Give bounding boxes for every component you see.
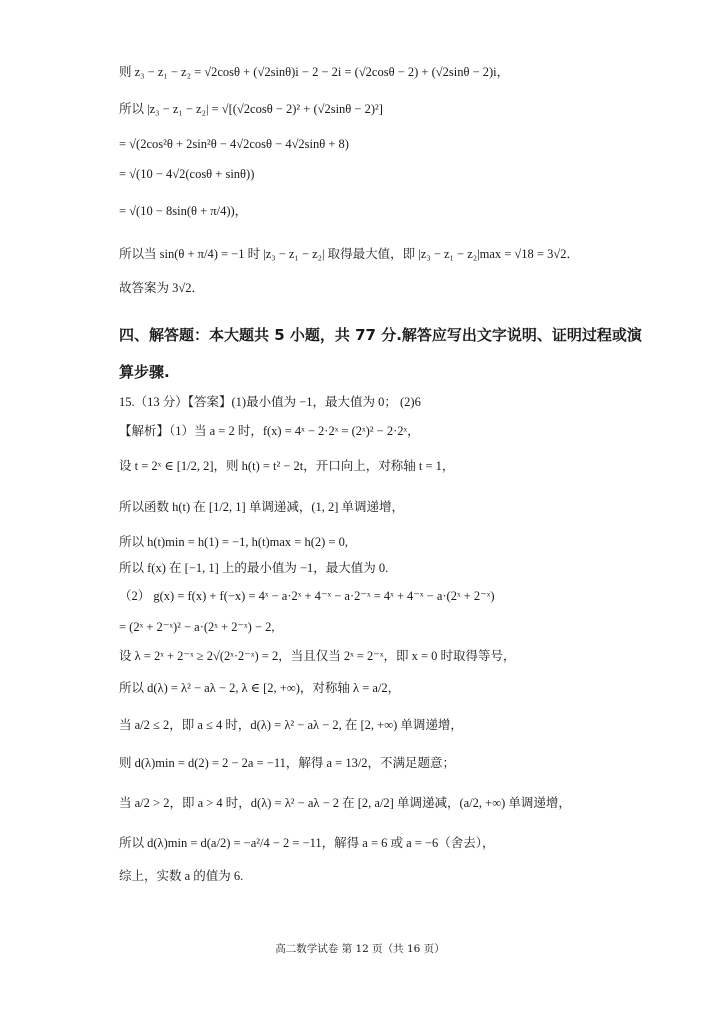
solution-line: 所以 h(t)min = h(1) = −1, h(t)max = h(2) = 0,	[119, 535, 348, 549]
solution-line: = √(10 − 8sin(θ + π/4))，	[119, 204, 248, 218]
solution-line: 所以当 sin(θ + π/4) = −1 时 |z₃ − z₁ − z₂| 取得最大值，即 |z₃ − z₁ − z₂|max = √18 = 3√2．	[119, 247, 579, 261]
solution-line: = √(10 − 4√2(cosθ + sinθ))	[119, 167, 255, 181]
solution-line: 所以函数 h(t) 在 [1/2, 1] 单调递减，(1, 2] 单调递增，	[119, 500, 405, 514]
solution-line: 设 λ = 2ˣ + 2⁻ˣ ≥ 2√(2ˣ·2⁻ˣ) = 2，当且仅当 2ˣ = 2⁻ˣ，即 x = 0 时取得等号，	[119, 649, 516, 663]
solution-line: 当 a/2 ≤ 2，即 a ≤ 4 时，d(λ) = λ² − aλ − 2, 在 [2, +∞) 单调递增，	[119, 718, 463, 732]
conclusion-line: 综上，实数 a 的值为 6.	[119, 869, 244, 883]
solution-line: 则 d(λ)min = d(2) = 2 − 2a = −11，解得 a = 13/2，不满足题意；	[119, 756, 456, 770]
solution-line: = √(2cos²θ + 2sin²θ − 4√2cosθ − 4√2sinθ + 8)	[119, 137, 349, 151]
solution-line: 所以 f(x) 在 [−1, 1] 上的最小值为 −1，最大值为 0.	[119, 561, 389, 575]
solution-line: = (2ˣ + 2⁻ˣ)² − a·(2ˣ + 2⁻ˣ) − 2,	[119, 620, 275, 634]
solution-line: 所以 d(λ)min = d(a/2) = −a²/4 − 2 = −11，解得 a = 6 或 a = −6（舍去），	[119, 836, 495, 850]
solution-line: 则 z₃ − z₁ − z₂ = √2cosθ + (√2sinθ)i − 2 − 2i = (√2cosθ − 2) + (√2sinθ − 2)i，	[119, 65, 510, 79]
page-footer: 高二数学试卷 第 12 页（共 16 页）	[275, 943, 445, 955]
problem-answer: 15.（13 分）【答案】(1)最小值为 −1，最大值为 0； (2)6	[119, 395, 421, 409]
section-heading: 四、解答题：本大题共 5 小题，共 77 分.解答应写出文字说明、证明过程或演	[119, 326, 642, 344]
solution-line: 当 a/2 > 2，即 a > 4 时，d(λ) = λ² − aλ − 2 在 [2, a/2] 单调递减，(a/2, +∞) 单调递增，	[119, 796, 571, 810]
section-heading-cont: 算步骤.	[119, 363, 170, 381]
solution-line: 所以 |z₃ − z₁ − z₂| = √[(√2cosθ − 2)² + (√2sinθ − 2)²]	[119, 102, 383, 116]
solution-line: 设 t = 2ˣ ∈ [1/2, 2]，则 h(t) = t² − 2t，开口向上，对称轴 t = 1，	[119, 459, 455, 473]
solution-line: 所以 d(λ) = λ² − aλ − 2, λ ∈ [2, +∞)，对称轴 λ = a/2，	[119, 681, 401, 695]
answer-line: 故答案为 3√2．	[119, 281, 204, 295]
solution-line: （2） g(x) = f(x) + f(−x) = 4ˣ − a·2ˣ + 4⁻ˣ − a·2⁻ˣ = 4ˣ + 4⁻ˣ − a·(2ˣ + 2⁻ˣ)	[119, 589, 495, 603]
solution-line: 【解析】（1）当 a = 2 时，f(x) = 4ˣ − 2·2ˣ = (2ˣ)² − 2·2ˣ，	[119, 424, 420, 438]
